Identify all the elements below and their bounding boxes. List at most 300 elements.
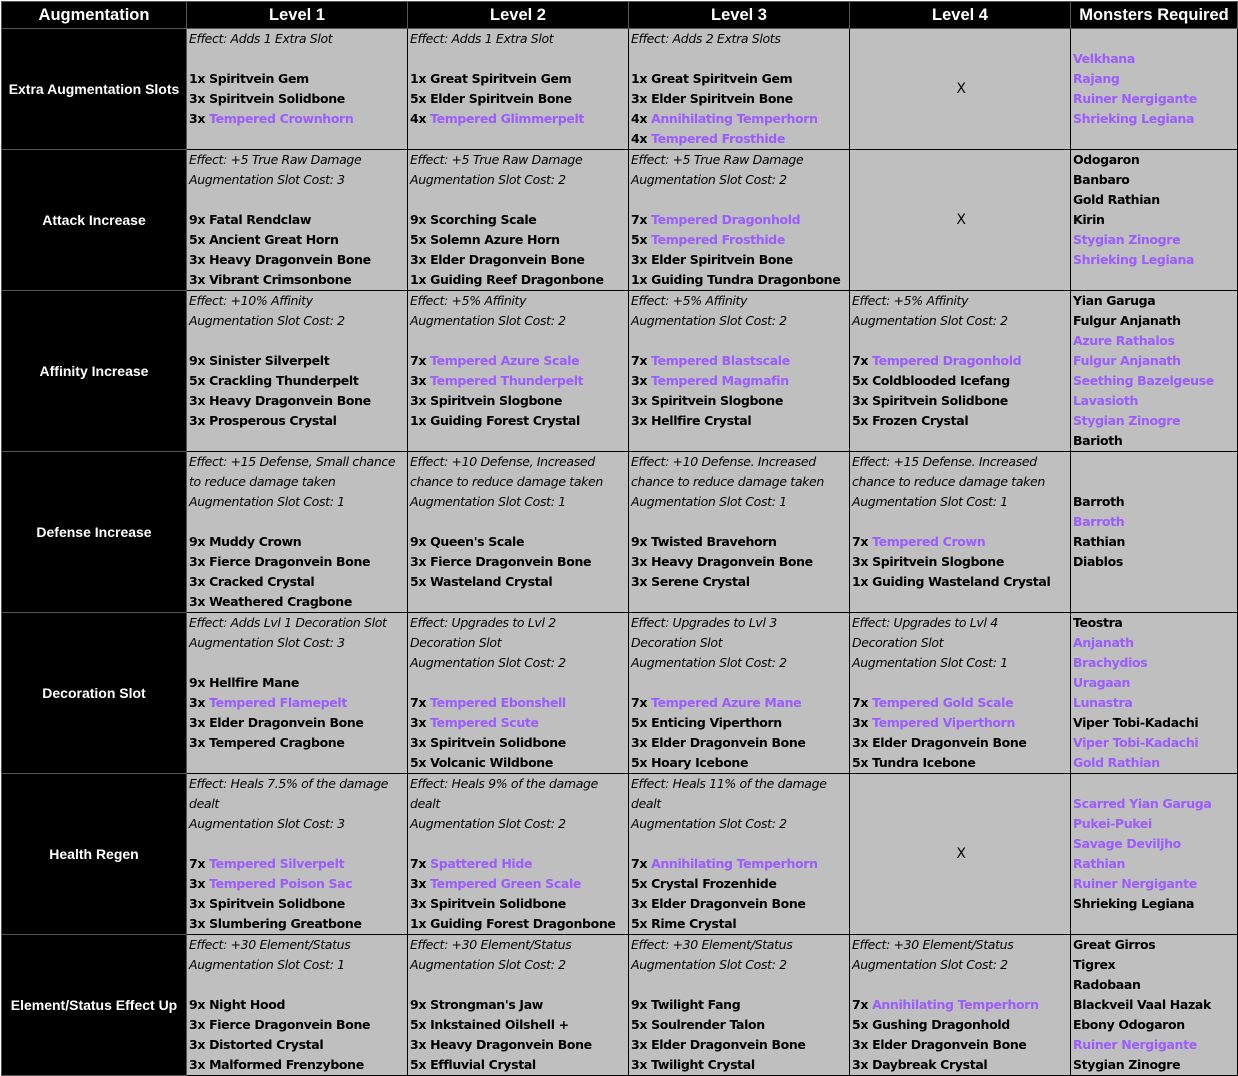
material-line [852, 411, 1070, 431]
effect-line: Effect: +15 Defense. Increased [852, 454, 1037, 469]
material-line [189, 693, 407, 713]
material-name: Spiritvein Slogbone [872, 554, 1004, 569]
monster-name: Azure Rathalos [1073, 333, 1175, 348]
material-quantity: 1x [852, 574, 873, 589]
material-line [631, 250, 849, 270]
material-name: Elder Dragonvein Bone [872, 1037, 1027, 1052]
material-line [631, 995, 849, 1015]
material-quantity: 3x [852, 1057, 873, 1072]
material-name: Tempered Gold Scale [872, 695, 1014, 710]
effect-line: Effect: Adds 2 Extra Slots [631, 31, 781, 46]
material-quantity: 5x [631, 715, 652, 730]
material-name: Elder Spiritvein Bone [651, 91, 793, 106]
level-2-cell [408, 29, 629, 150]
blank-line [189, 653, 407, 673]
table-header [2, 2, 1238, 29]
material-line [189, 552, 407, 572]
effect-line: dealt [410, 796, 440, 811]
material-quantity: 5x [410, 755, 431, 770]
effect-line: Effect: Upgrades to Lvl 4 [852, 615, 998, 630]
material-quantity: 3x [189, 91, 210, 106]
material-quantity: 4x [631, 131, 652, 146]
material-name: Elder Dragonvein Bone [651, 1037, 806, 1052]
blank-line [189, 49, 407, 69]
material-quantity: 5x [852, 1017, 873, 1032]
material-name: Elder Dragonvein Bone [430, 252, 585, 267]
blank-line [631, 673, 849, 693]
material-name: Guiding Wasteland Crystal [872, 574, 1051, 589]
material-name: Queen's Scale [430, 534, 525, 549]
material-name: Twilight Fang [651, 997, 741, 1012]
material-quantity: 9x [410, 997, 431, 1012]
effect-line: Effect: +30 Element/Status [410, 937, 572, 952]
blank-line [1073, 29, 1237, 49]
material-line [410, 733, 628, 753]
material-name: Tempered Frosthide [651, 232, 786, 247]
effect-line: Effect: +30 Element/Status [852, 937, 1014, 952]
material-name: Solemn Azure Horn [430, 232, 560, 247]
monsters-required-cell [1071, 935, 1238, 1076]
material-name: Daybreak Crystal [872, 1057, 988, 1072]
material-quantity: 4x [631, 111, 652, 126]
material-quantity: 5x [189, 232, 210, 247]
level-4-cell-unavailable: X [850, 150, 1071, 291]
material-quantity: 5x [410, 1017, 431, 1032]
effect-line: Augmentation Slot Cost: 2 [852, 313, 1008, 328]
material-quantity: 3x [189, 695, 210, 710]
material-name: Guiding Reef Dragonbone [430, 272, 604, 287]
material-line [189, 592, 407, 612]
material-line [631, 572, 849, 592]
material-line [410, 1035, 628, 1055]
material-name: Inkstained Oilshell + [430, 1017, 569, 1032]
material-name: Annihilating Temperhorn [872, 997, 1039, 1012]
monster-name: Lunastra [1073, 695, 1133, 710]
material-name: Distorted Crystal [209, 1037, 324, 1052]
material-line [631, 874, 849, 894]
material-name: Great Spiritvein Gem [651, 71, 793, 86]
augmentation-name: Element/Status Effect Up [2, 935, 187, 1076]
material-quantity: 3x [631, 1057, 652, 1072]
blank-line [410, 834, 628, 854]
material-line [852, 552, 1070, 572]
effect-line: Effect: Adds 1 Extra Slot [410, 31, 554, 46]
effect-line: Effect: +5 True Raw Damage [189, 152, 362, 167]
monsters-required-cell [1071, 774, 1238, 935]
effect-line: Effect: +5% Affinity [852, 293, 969, 308]
material-line [189, 532, 407, 552]
table-row [2, 452, 1238, 613]
material-quantity: 5x [631, 916, 652, 931]
material-quantity: 1x [631, 71, 652, 86]
material-name: Tempered Frosthide [651, 131, 786, 146]
monster-name: Rathian [1073, 534, 1126, 549]
material-name: Spiritvein Solidbone [430, 896, 566, 911]
material-name: Crackling Thunderpelt [209, 373, 359, 388]
blank-line [189, 512, 407, 532]
material-name: Elder Dragonvein Bone [209, 715, 364, 730]
blank-line [631, 512, 849, 532]
material-line [852, 532, 1070, 552]
effect-line: Effect: +5 True Raw Damage [410, 152, 583, 167]
material-quantity: 3x [410, 373, 431, 388]
material-quantity: 3x [631, 896, 652, 911]
material-line [410, 89, 628, 109]
material-line [852, 753, 1070, 773]
material-name: Ancient Great Horn [209, 232, 339, 247]
material-line [189, 713, 407, 733]
material-name: Tempered Cragbone [209, 735, 345, 750]
material-quantity: 9x [189, 997, 210, 1012]
augmentation-name: Attack Increase [2, 150, 187, 291]
material-quantity: 3x [410, 252, 431, 267]
material-quantity: 7x [852, 534, 873, 549]
material-line [189, 109, 407, 129]
material-quantity: 9x [410, 534, 431, 549]
material-name: Hellfire Crystal [651, 413, 752, 428]
material-quantity: 9x [189, 353, 210, 368]
level-3-cell [629, 29, 850, 150]
level-3-cell [629, 774, 850, 935]
level-3-cell [629, 613, 850, 774]
monster-name: Rathian [1073, 856, 1126, 871]
monster-name: Barroth [1073, 514, 1125, 529]
effect-line: Augmentation Slot Cost: 2 [410, 957, 566, 972]
material-quantity: 3x [410, 393, 431, 408]
material-quantity: 3x [189, 735, 210, 750]
monster-name: Shrieking Legiana [1073, 252, 1195, 267]
material-name: Sinister Silverpelt [209, 353, 330, 368]
material-quantity: 5x [631, 876, 652, 891]
monster-name: Teostra [1073, 615, 1123, 630]
material-name: Heavy Dragonvein Bone [430, 1037, 592, 1052]
material-line [189, 371, 407, 391]
material-line [189, 1015, 407, 1035]
material-name: Vibrant Crimsonbone [209, 272, 352, 287]
material-quantity: 7x [410, 353, 431, 368]
blank-line [631, 49, 849, 69]
material-name: Night Hood [209, 997, 286, 1012]
monster-name: Velkhana [1073, 51, 1135, 66]
effect-line: Augmentation Slot Cost: 3 [189, 816, 345, 831]
table-row [2, 29, 1238, 150]
material-name: Tempered Dragonhold [872, 353, 1022, 368]
effect-line: Augmentation Slot Cost: 1 [189, 494, 345, 509]
effect-line: Augmentation Slot Cost: 1 [852, 494, 1008, 509]
header-level-1: Level 1 [187, 2, 408, 29]
monster-name: Ruiner Nergigante [1073, 91, 1197, 106]
material-name: Spiritvein Solidbone [209, 91, 345, 106]
blank-line [852, 673, 1070, 693]
material-quantity: 3x [189, 574, 210, 589]
material-name: Twilight Crystal [651, 1057, 755, 1072]
effect-line: Decoration Slot [410, 635, 502, 650]
material-name: Heavy Dragonvein Bone [209, 393, 371, 408]
monster-name: Brachydios [1073, 655, 1148, 670]
material-name: Spiritvein Slogbone [651, 393, 783, 408]
material-line [410, 371, 628, 391]
material-quantity: 5x [631, 755, 652, 770]
effect-line: Augmentation Slot Cost: 2 [631, 313, 787, 328]
material-line [189, 733, 407, 753]
material-name: Spiritvein Solidbone [209, 896, 345, 911]
material-line [852, 1035, 1070, 1055]
level-4-cell [850, 452, 1071, 613]
material-quantity: 3x [852, 735, 873, 750]
material-name: Strongman's Jaw [430, 997, 544, 1012]
augmentation-name: Affinity Increase [2, 291, 187, 452]
effect-line: Effect: +10 Defense, Increased [410, 454, 595, 469]
material-name: Tempered Azure Scale [430, 353, 580, 368]
augmentation-name: Defense Increase [2, 452, 187, 613]
material-quantity: 7x [631, 695, 652, 710]
material-quantity: 3x [189, 715, 210, 730]
monster-name: Shrieking Legiana [1073, 111, 1195, 126]
material-line [189, 572, 407, 592]
material-quantity: 1x [631, 272, 652, 287]
level-1-cell [187, 935, 408, 1076]
blank-line [410, 512, 628, 532]
effect-line: Augmentation Slot Cost: 2 [852, 957, 1008, 972]
material-quantity: 1x [410, 413, 431, 428]
material-quantity: 5x [852, 755, 873, 770]
material-name: Spattered Hide [430, 856, 533, 871]
material-quantity: 9x [631, 997, 652, 1012]
material-quantity: 3x [189, 393, 210, 408]
material-line [410, 270, 628, 290]
material-quantity: 3x [631, 735, 652, 750]
monster-name: Lavasioth [1073, 393, 1139, 408]
material-name: Hellfire Mane [209, 675, 299, 690]
material-name: Fierce Dragonvein Bone [209, 1017, 371, 1032]
material-line [189, 210, 407, 230]
material-quantity: 3x [189, 916, 210, 931]
material-name: Serene Crystal [651, 574, 750, 589]
material-name: Spiritvein Solidbone [430, 735, 566, 750]
material-name: Fierce Dragonvein Bone [209, 554, 371, 569]
material-quantity: 3x [189, 896, 210, 911]
monster-name: Gold Rathian [1073, 192, 1160, 207]
monster-name: Seething Bazelgeuse [1073, 373, 1214, 388]
material-quantity: 5x [852, 373, 873, 388]
material-line [631, 713, 849, 733]
blank-line [1073, 774, 1237, 794]
material-name: Fierce Dragonvein Bone [430, 554, 592, 569]
blank-line [189, 190, 407, 210]
blank-line [852, 975, 1070, 995]
material-line [410, 894, 628, 914]
material-line [631, 733, 849, 753]
material-quantity: 7x [410, 695, 431, 710]
monster-name: Odogaron [1073, 152, 1140, 167]
table-row [2, 150, 1238, 291]
effect-line: Augmentation Slot Cost: 2 [410, 172, 566, 187]
augmentation-table [1, 1, 1238, 1076]
effect-line: Effect: Adds Lvl 1 Decoration Slot [189, 615, 387, 630]
material-line [631, 1015, 849, 1035]
material-name: Fatal Rendclaw [209, 212, 312, 227]
level-3-cell [629, 452, 850, 613]
monster-name: Radobaan [1073, 977, 1141, 992]
monster-name: Ruiner Nergigante [1073, 876, 1197, 891]
level-4-cell-unavailable: X [850, 774, 1071, 935]
material-line [631, 391, 849, 411]
blank-line [410, 331, 628, 351]
material-line [410, 532, 628, 552]
material-quantity: 3x [410, 735, 431, 750]
level-3-cell [629, 150, 850, 291]
material-quantity: 7x [852, 997, 873, 1012]
material-name: Weathered Cragbone [209, 594, 352, 609]
header-monsters-required: Monsters Required [1071, 2, 1238, 29]
effect-line: Augmentation Slot Cost: 1 [410, 494, 566, 509]
material-quantity: 7x [631, 353, 652, 368]
material-line [189, 1055, 407, 1075]
material-quantity: 9x [631, 534, 652, 549]
header-level-4: Level 4 [850, 2, 1071, 29]
material-line [410, 713, 628, 733]
material-quantity: 3x [189, 252, 210, 267]
level-1-cell [187, 291, 408, 452]
material-name: Tempered Blastscale [651, 353, 790, 368]
material-quantity: 3x [631, 413, 652, 428]
monster-name: Viper Tobi-Kadachi [1073, 735, 1199, 750]
effect-line: chance to reduce damage taken [631, 474, 824, 489]
effect-line: chance to reduce damage taken [410, 474, 603, 489]
material-name: Malformed Frenzybone [209, 1057, 364, 1072]
material-line [189, 874, 407, 894]
material-name: Heavy Dragonvein Bone [651, 554, 813, 569]
material-line [410, 693, 628, 713]
material-quantity: 3x [189, 876, 210, 891]
header-level-2: Level 2 [408, 2, 629, 29]
material-name: Gushing Dragonhold [872, 1017, 1010, 1032]
monsters-required-cell [1071, 452, 1238, 613]
material-name: Effluvial Crystal [430, 1057, 536, 1072]
material-quantity: 3x [189, 1057, 210, 1072]
material-line [852, 1055, 1070, 1075]
effect-line: Effect: +5 True Raw Damage [631, 152, 804, 167]
material-quantity: 3x [410, 1037, 431, 1052]
material-line [410, 391, 628, 411]
material-line [631, 1055, 849, 1075]
material-name: Guiding Forest Crystal [430, 413, 580, 428]
material-line [189, 411, 407, 431]
material-name: Tempered Thunderpelt [430, 373, 584, 388]
material-line [189, 230, 407, 250]
material-line [631, 270, 849, 290]
material-name: Elder Dragonvein Bone [872, 735, 1027, 750]
material-quantity: 1x [410, 916, 431, 931]
table-row [2, 613, 1238, 774]
effect-line: Decoration Slot [852, 635, 944, 650]
level-3-cell [629, 291, 850, 452]
effect-line: Effect: +5% Affinity [631, 293, 748, 308]
material-name: Tempered Ebonshell [430, 695, 566, 710]
material-line [631, 109, 849, 129]
blank-line [410, 190, 628, 210]
effect-line: Augmentation Slot Cost: 2 [410, 816, 566, 831]
effect-line: chance to reduce damage taken [852, 474, 1045, 489]
effect-line: dealt [189, 796, 219, 811]
material-name: Slumbering Greatbone [209, 916, 362, 931]
material-line [410, 914, 628, 934]
material-name: Frozen Crystal [872, 413, 969, 428]
blank-line [1073, 472, 1237, 492]
material-line [631, 914, 849, 934]
material-line [631, 129, 849, 149]
effect-line: Effect: Heals 7.5% of the damage [189, 776, 389, 791]
monster-name: Fulgur Anjanath [1073, 313, 1181, 328]
material-line [189, 914, 407, 934]
material-name: Muddy Crown [209, 534, 302, 549]
material-quantity: 7x [189, 856, 210, 871]
monster-name: Blackveil Vaal Hazak [1073, 997, 1211, 1012]
material-quantity: 3x [852, 554, 873, 569]
monster-name: Savage Deviljho [1073, 836, 1181, 851]
material-line [410, 995, 628, 1015]
material-quantity: 9x [410, 212, 431, 227]
monster-name: Tigrex [1073, 957, 1116, 972]
material-line [631, 411, 849, 431]
material-line [410, 572, 628, 592]
material-line [189, 69, 407, 89]
level-1-cell [187, 613, 408, 774]
level-4-cell [850, 613, 1071, 774]
blank-line [410, 975, 628, 995]
material-quantity: 3x [189, 594, 210, 609]
material-quantity: 5x [410, 232, 431, 247]
material-name: Enticing Viperthorn [651, 715, 782, 730]
augmentation-name: Decoration Slot [2, 613, 187, 774]
material-line [852, 995, 1070, 1015]
material-line [410, 753, 628, 773]
monster-name: Viper Tobi-Kadachi [1073, 715, 1199, 730]
monster-name: Pukei-Pukei [1073, 816, 1152, 831]
material-quantity: 3x [410, 876, 431, 891]
material-line [852, 1015, 1070, 1035]
effect-line: to reduce damage taken [189, 474, 336, 489]
monster-name: Barroth [1073, 494, 1125, 509]
material-quantity: 3x [189, 413, 210, 428]
monster-name: Banbaro [1073, 172, 1130, 187]
material-line [852, 351, 1070, 371]
effect-line: Effect: +30 Element/Status [189, 937, 351, 952]
material-line [189, 673, 407, 693]
effect-line: Effect: Upgrades to Lvl 2 [410, 615, 556, 630]
material-name: Tundra Icebone [872, 755, 976, 770]
material-name: Guiding Forest Dragonbone [430, 916, 616, 931]
material-line [852, 572, 1070, 592]
monster-name: Stygian Zinogre [1073, 1057, 1181, 1072]
material-quantity: 5x [410, 1057, 431, 1072]
monster-name: Yian Garuga [1073, 293, 1156, 308]
table-body [2, 29, 1238, 1076]
effect-line: Augmentation Slot Cost: 1 [631, 494, 787, 509]
material-line [410, 109, 628, 129]
material-quantity: 3x [852, 715, 873, 730]
material-name: Tempered Glimmerpelt [430, 111, 585, 126]
material-quantity: 3x [189, 554, 210, 569]
material-name: Tempered Silverpelt [209, 856, 345, 871]
material-line [189, 894, 407, 914]
material-name: Tempered Magmafin [651, 373, 789, 388]
material-line [631, 351, 849, 371]
material-quantity: 3x [631, 574, 652, 589]
material-quantity: 5x [410, 574, 431, 589]
material-line [852, 733, 1070, 753]
header-level-3: Level 3 [629, 2, 850, 29]
